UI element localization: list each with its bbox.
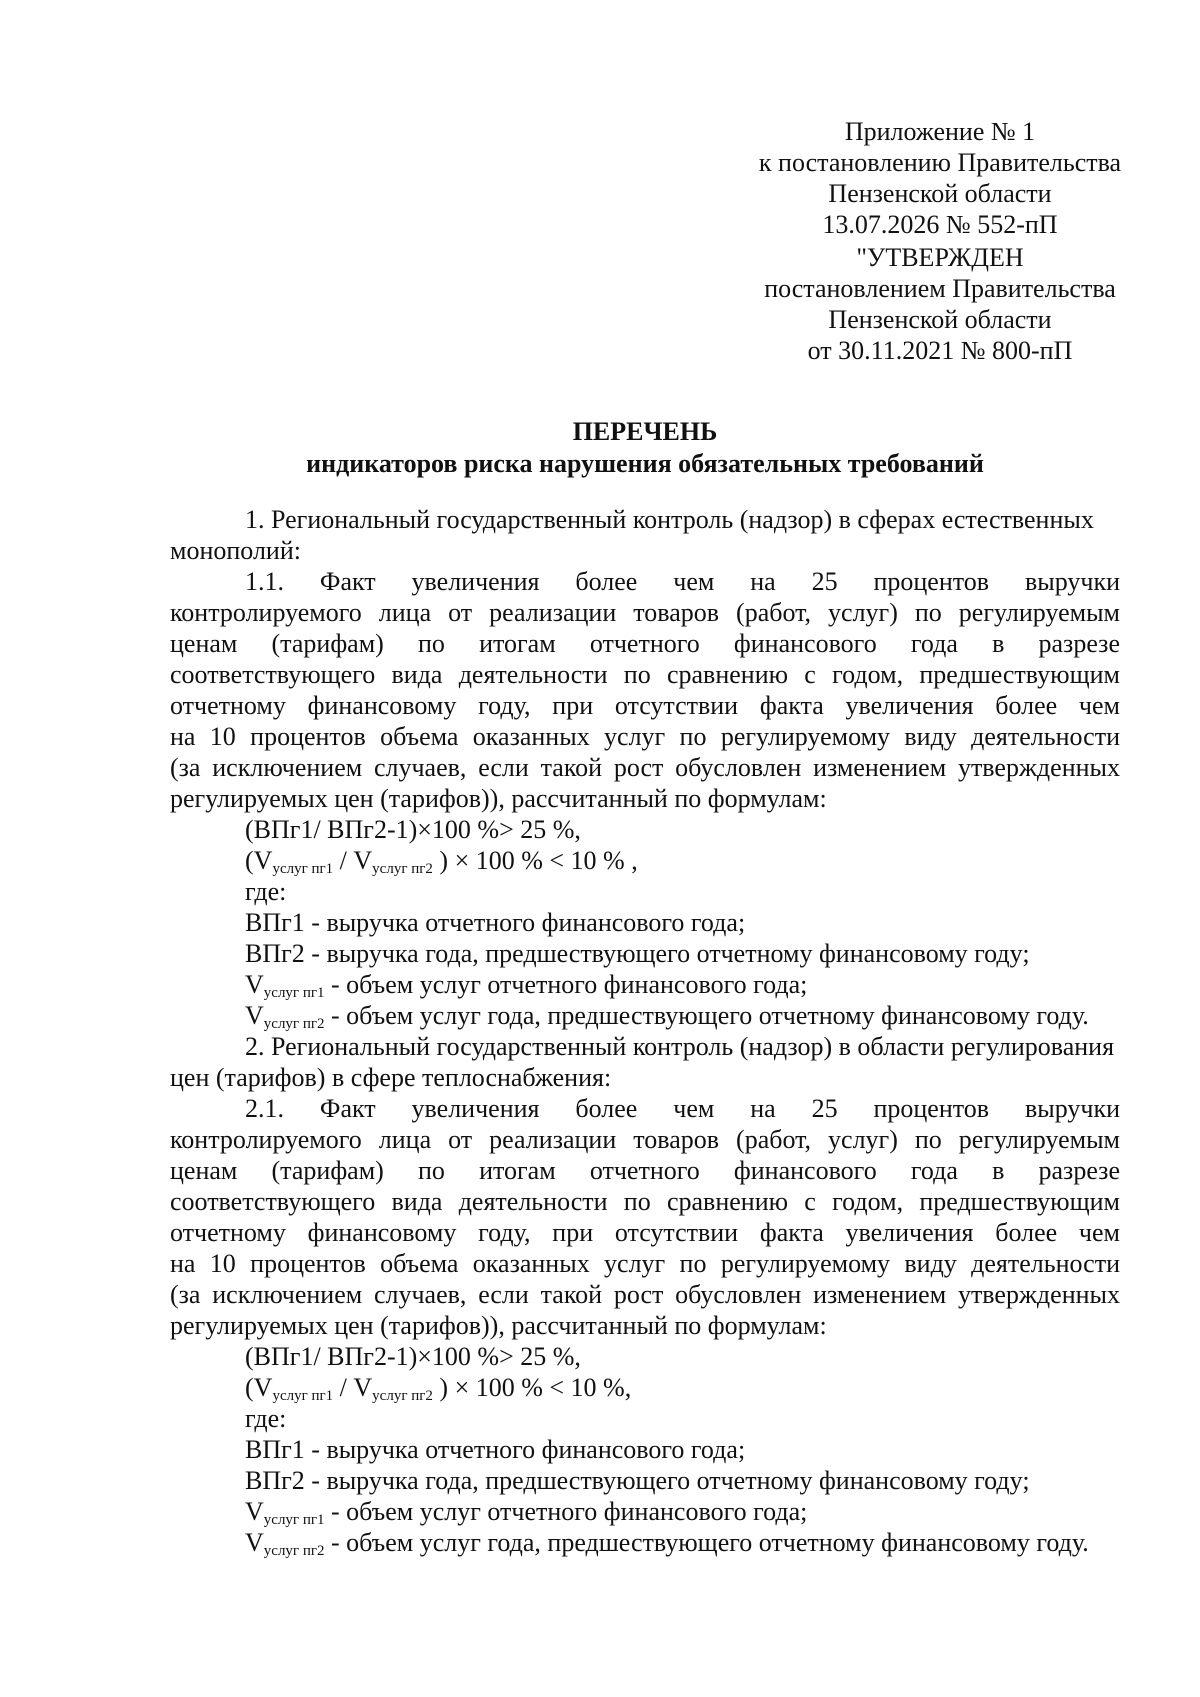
item-2-1-line: (за исключением случаев, если такой рост обусловлен изменением утвержденных (170, 1280, 1120, 1309)
approved-line: "УТВЕРЖДЕН (856, 243, 1024, 272)
section-2-heading: 2. Региональный государственный контроль (надзор) в области регулирования (245, 1032, 1115, 1061)
formula-revenue: (ВПг1/ ВПг2-1)×100 %> 25 %, (245, 815, 581, 844)
approved-line: Пензенской области (828, 305, 1052, 334)
item-2-1-line: соответствующего вида деятельности по сравнению с годом, предшествующим (170, 1187, 1120, 1216)
item-1-1-line: (за исключением случаев, если такой рост обусловлен изменением утвержденных (170, 753, 1120, 782)
item-1-1-line: контролируемого лица от реализации товаров (работ, услуг) по регулируемым (170, 598, 1120, 627)
where-label: где: (245, 1404, 287, 1433)
appendix-line: Пензенской области (828, 179, 1052, 208)
approved-line: постановлением Правительства (764, 274, 1116, 303)
formula-revenue: (ВПг1/ ВПг2-1)×100 %> 25 %, (245, 1342, 581, 1371)
definition-v-pg1: $V_{услуг пг1}$ - объем услуг отчетного финансового года; (245, 970, 808, 1001)
item-2-1-line: на 10 процентов объема оказанных услуг по регулируемому виду деятельности (170, 1249, 1120, 1278)
item-2-1-line: 2.1. Факт увеличения более чем на 25 процентов выручки (245, 1094, 1120, 1123)
approved-block (730, 242, 1150, 366)
definition-v-pg2: $V_{услуг пг2}$ - объем услуг года, предшествующего отчетному финансовому году. (245, 1001, 1089, 1032)
where-label: где: (245, 877, 287, 906)
definition-v-pg1: $V_{услуг пг1}$ - объем услуг отчетного финансового года; (245, 1497, 808, 1528)
document-body (170, 504, 1120, 1558)
approved-line: от 30.11.2021 № 800-пП (807, 336, 1073, 365)
item-1-1-line: соответствующего вида деятельности по сравнению с годом, предшествующим (170, 660, 1120, 689)
item-2-1-line: отчетному финансовому году, при отсутствии факта увеличения более чем (170, 1218, 1120, 1247)
appendix-block (730, 116, 1150, 240)
item-2-1-line: регулируемых цен (тарифов)), рассчитанный по формулам: (170, 1311, 827, 1340)
item-1-1-line: регулируемых цен (тарифов)), рассчитанный по формулам: (170, 784, 827, 813)
section-1-heading-cont: монополий: (170, 536, 301, 565)
appendix-line: 13.07.2026 № 552-пП (822, 210, 1058, 239)
section-1-heading: 1. Региональный государственный контроль (надзор) в сферах естественных (245, 505, 1094, 534)
item-1-1-line: 1.1. Факт увеличения более чем на 25 процентов выручки (245, 567, 1120, 596)
item-1-1-line: отчетному финансовому году, при отсутствии факта увеличения более чем (170, 691, 1120, 720)
item-1-1-line: на 10 процентов объема оказанных услуг по регулируемому виду деятельности (170, 722, 1120, 751)
section-2-heading-cont: цен (тарифов) в сфере теплоснабжения: (170, 1063, 612, 1092)
formula-volume: ($V_{услуг пг1} / V_{услуг пг2}$ ) × 100 % < 10 %, (245, 1373, 632, 1404)
title-line-1: ПЕРЕЧЕНЬ (572, 417, 718, 446)
appendix-line: Приложение № 1 (844, 117, 1036, 146)
item-1-1-line: ценам (тарифам) по итогам отчетного финансового года в разрезе (170, 629, 1120, 658)
formula-volume: ($V_{услуг пг1} / V_{услуг пг2}$ ) × 100 % < 10 % , (245, 846, 638, 877)
appendix-line: к постановлению Правительства (758, 148, 1122, 177)
document-title (170, 416, 1120, 480)
item-2-1-line: ценам (тарифам) по итогам отчетного финансового года в разрезе (170, 1156, 1120, 1185)
definition-vpg2: ВПг2 - выручка года, предшествующего отчетному финансовому году; (245, 939, 1030, 968)
item-2-1-line: контролируемого лица от реализации товаров (работ, услуг) по регулируемым (170, 1125, 1120, 1154)
definition-vpg1: ВПг1 - выручка отчетного финансового года; (245, 908, 746, 937)
definition-vpg1: ВПг1 - выручка отчетного финансового года; (245, 1435, 746, 1464)
definition-v-pg2: $V_{услуг пг2}$ - объем услуг года, предшествующего отчетному финансовому году. (245, 1528, 1089, 1559)
definition-vpg2: ВПг2 - выручка года, предшествующего отчетному финансовому году; (245, 1466, 1030, 1495)
title-line-2: индикаторов риска нарушения обязательных требований (306, 449, 984, 478)
